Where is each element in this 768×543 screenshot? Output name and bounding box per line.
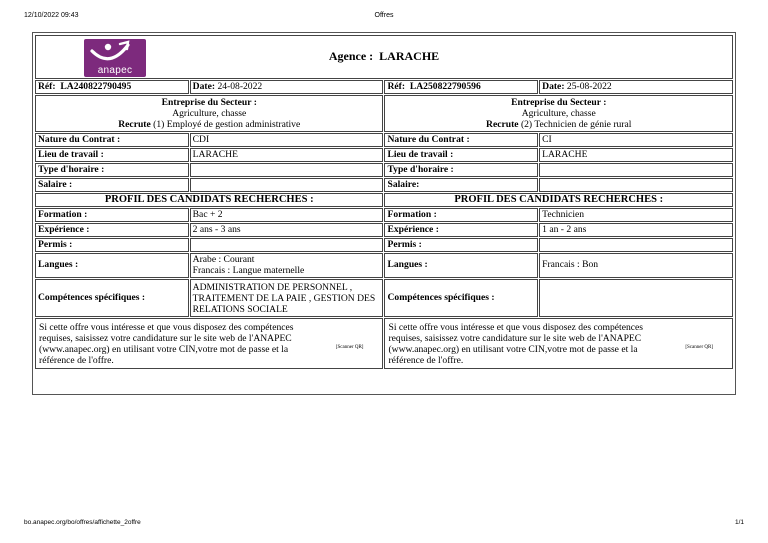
- formation-label: Formation :: [35, 208, 189, 222]
- offer-2-ref: Réf: LA250822790596: [384, 80, 538, 94]
- offer-1-langues: Arabe : Courant Francais : Langue maternelle: [190, 253, 384, 278]
- type-horaire-label: Type d'horaire :: [35, 163, 189, 177]
- offer-2-nature-contrat: CI: [539, 133, 733, 147]
- offer-2-formation: Technicien: [539, 208, 733, 222]
- nature-contrat-label: Nature du Contrat :: [35, 133, 189, 147]
- offer-1-date: Date: 24-08-2022: [190, 80, 384, 94]
- logo-text: anapec: [97, 64, 133, 76]
- offer-1-lieu-travail: LARACHE: [190, 148, 384, 162]
- offer-2-instructions: [Scanner QR] Si cette offre vous intéresse et que vous disposez des compétences requises, saisissez votre candidature sur le site web de l'ANAPEC (www.anapec.org) en utilisant votre CIN,votre mot de passe et la référence de l'offre.: [384, 318, 733, 369]
- agency-header: [35, 35, 733, 79]
- profil-heading: PROFIL DES CANDIDATS RECHERCHES :: [384, 193, 733, 207]
- offer-1-type-horaire: [190, 163, 384, 177]
- offer-1-salaire: [190, 178, 384, 192]
- profil-heading: PROFIL DES CANDIDATS RECHERCHES :: [35, 193, 383, 207]
- salaire-label: Salaire:: [384, 178, 538, 192]
- experience-label: Expérience :: [35, 223, 189, 237]
- offer-2-type-horaire: [539, 163, 733, 177]
- agency-name: LARACHE: [379, 49, 440, 63]
- offer-1-permis: [190, 238, 384, 252]
- agency-label: Agence :: [328, 49, 374, 63]
- nature-contrat-label: Nature du Contrat :: [384, 133, 538, 147]
- print-title: Offres: [374, 12, 394, 19]
- print-footer: [24, 519, 744, 529]
- offer-2-experience: 1 an - 2 ans: [539, 223, 733, 237]
- formation-label: Formation :: [384, 208, 538, 222]
- qr-code-placeholder: [Scanner QR]: [685, 344, 713, 350]
- lieu-travail-label: Lieu de travail :: [35, 148, 189, 162]
- experience-label: Expérience :: [384, 223, 538, 237]
- print-page-number: 1/1: [734, 519, 744, 526]
- offer-2-langues: Francais : Bon: [539, 253, 733, 278]
- offer-1-ref: Réf: LA240822790495: [35, 80, 189, 94]
- qr-code-placeholder: [Scanner QR]: [335, 344, 364, 350]
- offer-1-nature-contrat: CDI: [190, 133, 384, 147]
- offer-1-experience: 2 ans - 3 ans: [190, 223, 384, 237]
- offer-2-permis: [539, 238, 733, 252]
- print-header: [24, 12, 744, 22]
- permis-label: Permis :: [35, 238, 189, 252]
- offer-2-entreprise: Entreprise du Secteur : Agriculture, chasse Recrute (2) Technicien de génie rural: [384, 95, 733, 132]
- agency-title: [36, 51, 732, 62]
- permis-label: Permis :: [384, 238, 538, 252]
- offer-2-lieu-travail: LARACHE: [539, 148, 733, 162]
- print-datetime: 12/10/2022 09:43: [24, 12, 79, 19]
- salaire-label: Salaire :: [35, 178, 189, 192]
- offer-1-entreprise: Entreprise du Secteur : Agriculture, chasse Recrute (1) Employé de gestion administrative: [35, 95, 383, 132]
- offer-1-competences: ADMINISTRATION DE PERSONNEL , TRAITEMENT DE LA PAIE , GESTION DES RELATIONS SOCIALE: [190, 279, 384, 317]
- offer-2-competences: [539, 279, 733, 317]
- langues-label: Langues :: [35, 253, 189, 278]
- print-url: bo.anapec.org/bo/offres/affichette_2offre: [24, 519, 141, 526]
- competences-label: Compétences spécifiques :: [35, 279, 189, 317]
- langues-label: Langues :: [384, 253, 538, 278]
- offer-1-formation: Bac + 2: [190, 208, 384, 222]
- offer-2-date: Date: 25-08-2022: [539, 80, 733, 94]
- offer-2-salaire: [539, 178, 733, 192]
- offers-table: [34, 34, 734, 370]
- competences-label: Compétences spécifiques :: [384, 279, 538, 317]
- offers-frame: [32, 32, 736, 395]
- type-horaire-label: Type d'horaire :: [384, 163, 538, 177]
- lieu-travail-label: Lieu de travail :: [384, 148, 538, 162]
- offer-1-instructions: [Scanner QR] Si cette offre vous intéresse et que vous disposez des compétences requises, saisissez votre candidature sur le site web de l'ANAPEC (www.anapec.org) en utilisant votre CIN,votre mot de passe et la référence de l'offre.: [35, 318, 383, 369]
